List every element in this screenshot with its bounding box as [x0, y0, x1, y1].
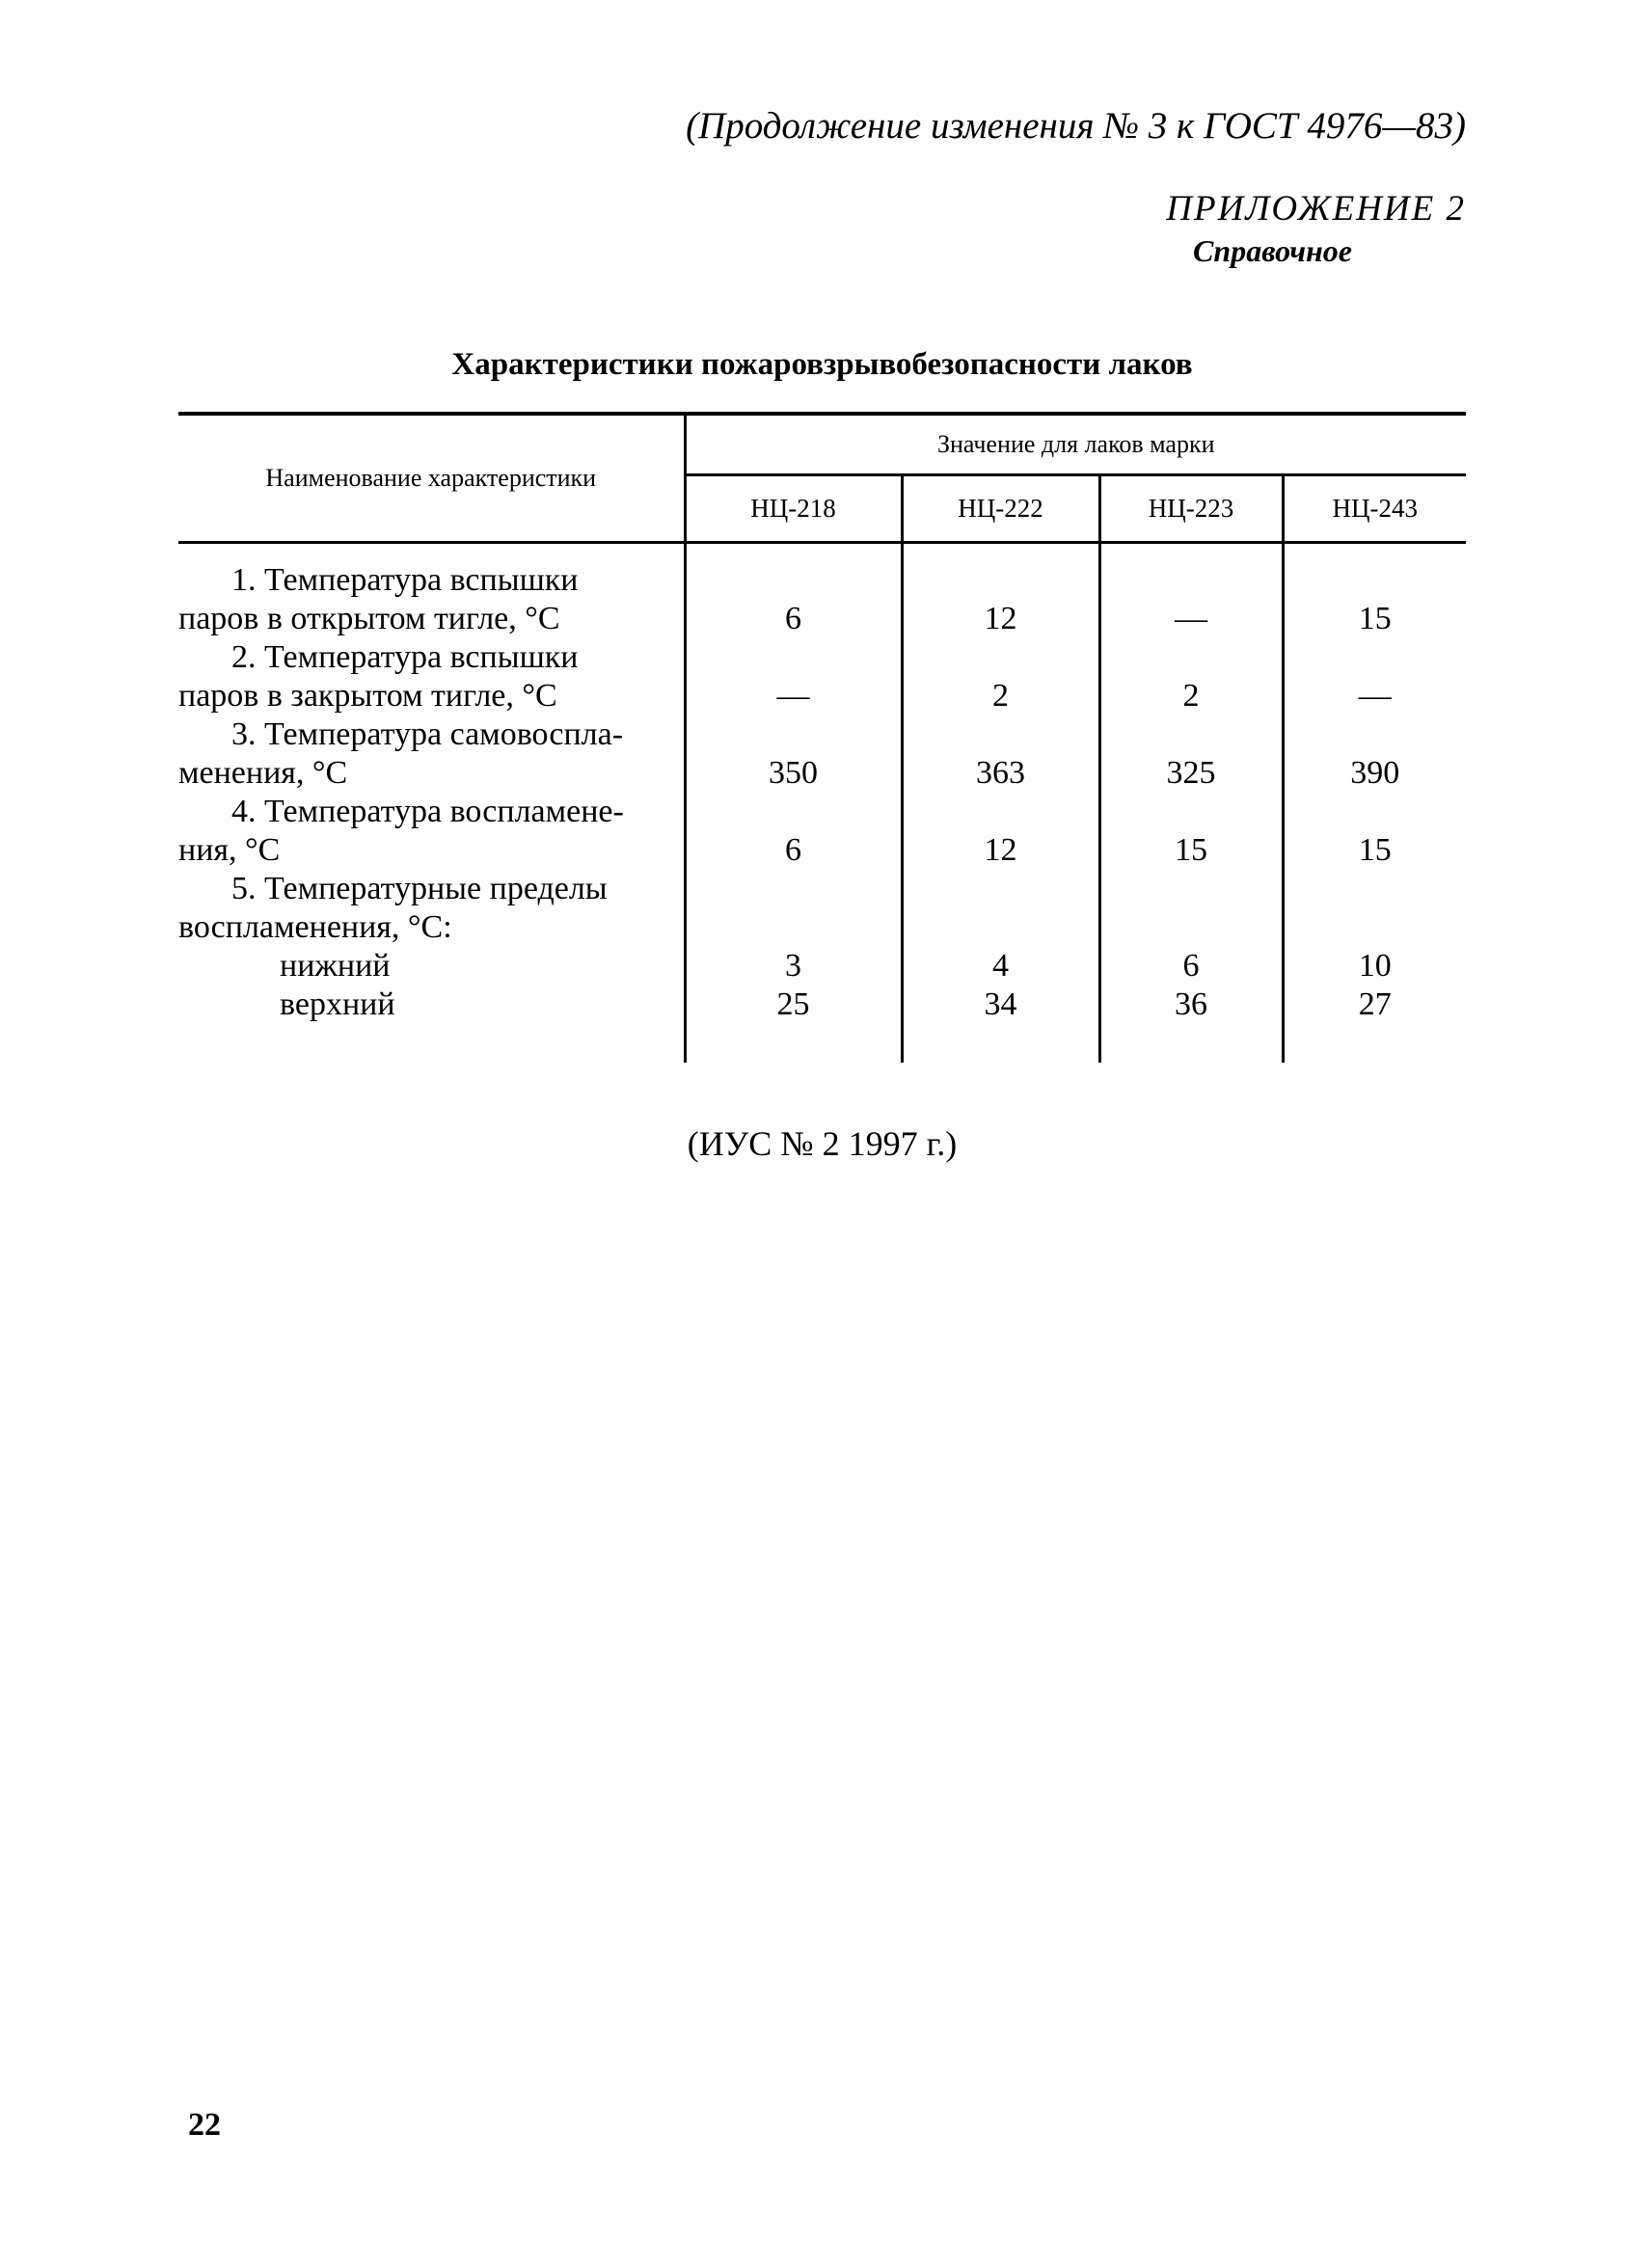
table-cell: 2	[902, 638, 1099, 715]
column-group-header: Значение для лаков марки	[685, 414, 1466, 475]
appendix-title: ПРИЛОЖЕНИЕ 2	[1166, 189, 1466, 229]
table-cell: 350	[685, 715, 902, 793]
row-label: 2. Температура вспышки паров в закрытом тигле, °С	[178, 638, 685, 715]
table-cell: 363	[902, 715, 1099, 793]
table-cell: 27	[1358, 986, 1392, 1022]
column-header-mark: НЦ-243	[1283, 475, 1466, 543]
column-header-name: Наименование характеристики	[178, 414, 685, 543]
column-header-mark: НЦ-222	[902, 475, 1099, 543]
table-cell: 15	[1358, 832, 1392, 868]
table-row	[178, 985, 1466, 1024]
table-cell: 6	[685, 561, 902, 638]
table-cell: —	[1358, 678, 1392, 714]
table-cell: 390	[1350, 755, 1400, 791]
table-row	[178, 793, 1466, 870]
row-label: нижний	[178, 947, 685, 985]
table-row	[178, 947, 1466, 985]
table-cell: 2	[1099, 638, 1283, 715]
row-label: верхний	[178, 985, 685, 1024]
page-number: 22	[188, 2107, 221, 2143]
appendix-heading	[1166, 188, 1466, 269]
table-cell: 12	[902, 793, 1099, 870]
table-cell: —	[685, 638, 902, 715]
characteristics-table	[178, 412, 1466, 1063]
table-cell: 36	[1099, 985, 1283, 1024]
table-cell: 25	[685, 985, 902, 1024]
table-cell: 34	[902, 985, 1099, 1024]
appendix-subtitle: Справочное	[1193, 233, 1352, 268]
table-cell: 6	[685, 793, 902, 870]
table-cell: 6	[1099, 947, 1283, 985]
table-cell: 4	[902, 947, 1099, 985]
table-row	[178, 870, 1466, 947]
row-label: 5. Температурные пределы воспламенения, °С:	[178, 870, 685, 947]
table-cell: 325	[1099, 715, 1283, 793]
table-cell: 12	[902, 561, 1099, 638]
table-cell: —	[1099, 561, 1283, 638]
source-note: (ИУС № 2 1997 г.)	[687, 1124, 958, 1163]
table-row	[178, 715, 1466, 793]
continuation-note: (Продолжение изменения № 3 к ГОСТ 4976—83)	[686, 105, 1466, 147]
table-row	[178, 638, 1466, 715]
table-cell: 15	[1358, 601, 1392, 636]
table-row	[178, 561, 1466, 638]
table-cell: 10	[1358, 948, 1392, 984]
column-header-mark: НЦ-218	[685, 475, 902, 543]
row-label: 4. Температура воспламене- ния, °С	[178, 793, 685, 870]
table-cell: 15	[1099, 793, 1283, 870]
table-title: Характеристики пожаровзрывобезопасности лаков	[451, 347, 1193, 382]
table-cell: 3	[685, 947, 902, 985]
row-label: 3. Температура самовоспла- менения, °С	[178, 715, 685, 793]
column-header-mark: НЦ-223	[1099, 475, 1283, 543]
row-label: 1. Температура вспышки паров в открытом тигле, °С	[178, 561, 685, 638]
